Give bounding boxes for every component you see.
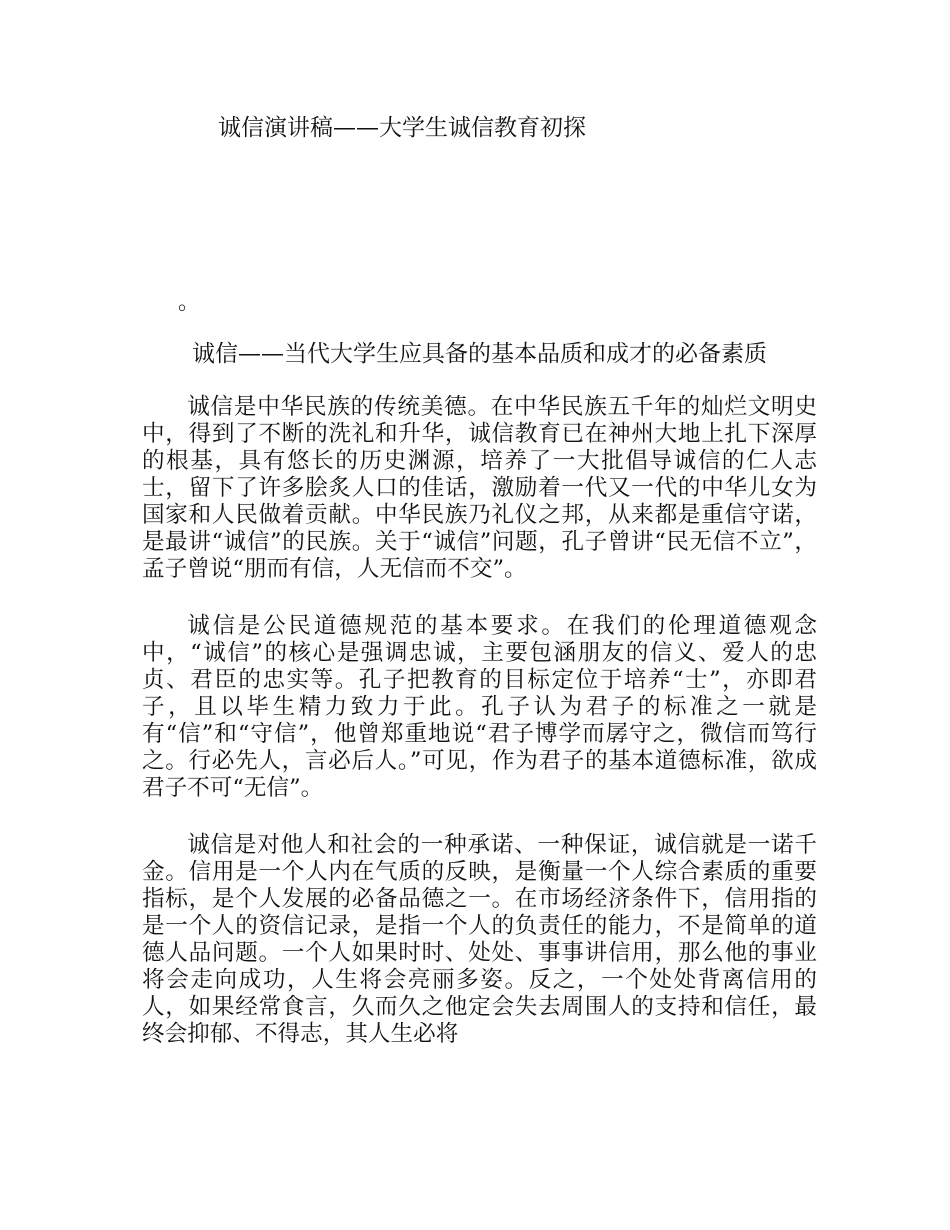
paragraph-2: 诚信是公民道德规范的基本要求。在我们的伦理道德观念中，“诚信”的核心是强调忠诚，主要包涵朋友的信义、爱人的忠贞、君臣的忠实等。孔子把教育的目标定位于培养“士”，亦即君子，且以毕生精力致力于此。孔子认为君子的标准之一就是有“信”和“守信”，他曾郑重地说“君子博学而孱守之，微信而笃行之。行必先人，言必后人。”可见，作为君子的基本道德标准，欲成君子不可“无信”。 bbox=[142, 613, 817, 801]
paragraph-1: 诚信是中华民族的传统美德。在中华民族五千年的灿烂文明史中，得到了不断的洗礼和升华，诚信教育已在神州大地上扎下深厚的根基，具有悠长的历史渊源，培养了一大批倡导诚信的仁人志士，留下了许多脍炙人口的佳话，激励着一代又一代的中华儿女为国家和人民做着贡献。中华民族乃礼仪之邦，从来都是重信守诺，是最讲“诚信”的民族。关于“诚信”问题，孔子曾讲“民无信不立”，孟子曾说“朋而有信，人无信而不交”。 bbox=[142, 394, 817, 582]
document-title: 诚信演讲稿——大学生诚信教育初探 bbox=[218, 115, 586, 141]
document-body bbox=[142, 394, 817, 1078]
document-subtitle: 诚信——当代大学生应具备的基本品质和成才的必备素质 bbox=[192, 341, 767, 367]
stray-period: 。 bbox=[178, 290, 201, 315]
paragraph-3: 诚信是对他人和社会的一种承诺、一种保证，诚信就是一诺千金。信用是一个人内在气质的反映，是衡量一个人综合素质的重要指标，是个人发展的必备品德之一。在市场经济条件下，信用指的是一个人的资信记录，是指一个人的负责任的能力，不是简单的道德人品问题。一个人如果时时、处处、事事讲信用，那么他的事业将会走向成功，人生将会亮丽多姿。反之，一个处处背离信用的人，如果经常食言，久而久之他定会失去周围人的支持和信任，最终会抑郁、不得志，其人生必将 bbox=[142, 832, 817, 1047]
